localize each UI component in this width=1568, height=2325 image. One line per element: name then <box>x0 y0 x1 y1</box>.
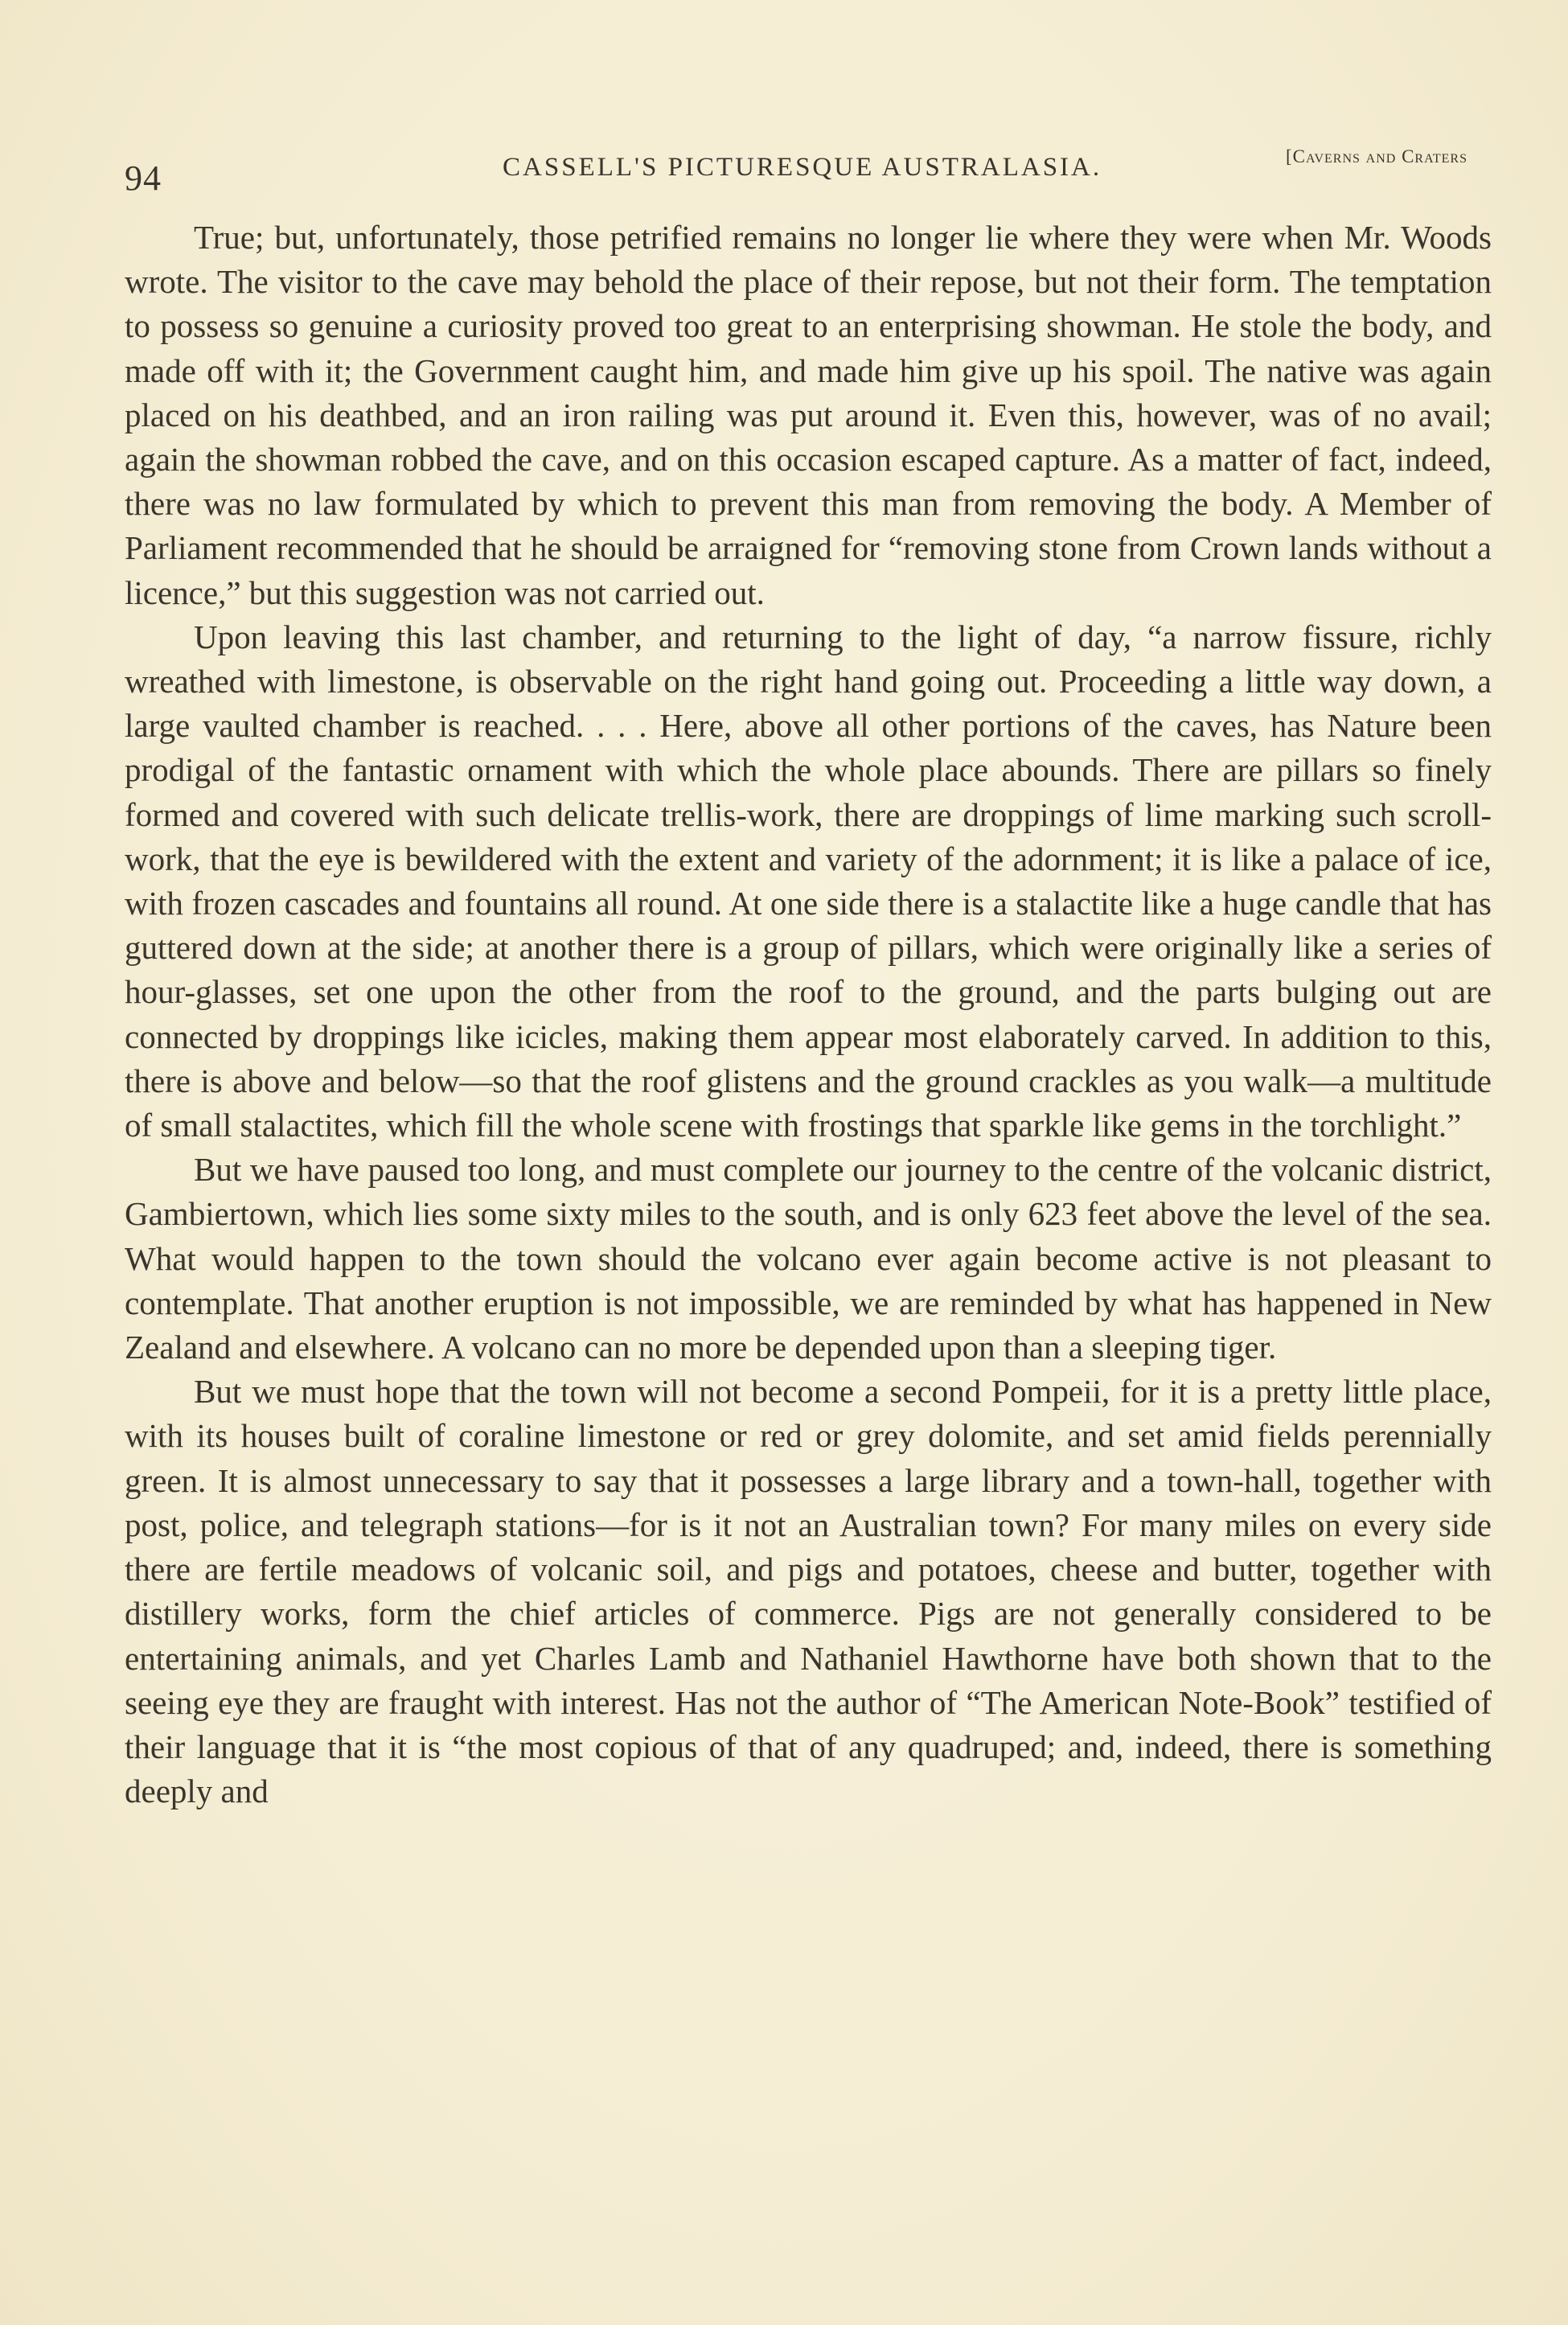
running-head <box>125 143 1467 198</box>
paragraph: But we must hope that the town will not become a second Pompeii, for it is a pretty little place, with its houses built of coraline limestone or red or grey dolomite, and set amid fields perennially green. It is almost unnecessary to say that it possesses a large library and a town-hall, together with post, police, and telegraph stations—for is it not an Australian town? For many miles on every side there are fertile meadows of volcanic soil, and pigs and potatoes, cheese and butter, together with distillery works, form the chief articles of commerce. Pigs are not generally considered to be entertaining animals, and yet Charles Lamb and Nathaniel Hawthorne have both shown that to the seeing eye they are fraught with interest. Has not the author of “The American Note-Book” testified of their language that it is “the most copious of that of any quadruped; and, indeed, there is something deeply and <box>125 1373 1492 1810</box>
paragraph: But we have paused too long, and must complete our journey to the centre of the volcanic district, Gambiertown, which lies some sixty miles to the south, and is only 623 feet above the level of the sea. What would happen to the town should the volcano ever again become active is not pleasant to contemplate. That another eruption is not impossible, we are reminded by what has happened in New Zealand and elsewhere. A volcano can no more be depended upon than a sleeping tiger. <box>125 1151 1492 1366</box>
section-title: [Caverns and Craters <box>1285 146 1467 166</box>
book-title: CASSELL'S PICTURESQUE AUSTRALASIA. <box>503 153 1102 182</box>
body-text <box>125 216 1492 1814</box>
page-number: 94 <box>125 158 162 198</box>
paragraph: Upon leaving this last chamber, and returning to the light of day, “a narrow fissure, richly wreathed with limestone, is observable on the right hand going out. Proceeding a little way down, a large vaulted chamber is reached. . . . Here, above all other portions of the caves, has Nature been prodigal of the fantastic ornament with which the whole place abounds. There are pillars so finely formed and covered with such delicate trellis-work, there are droppings of lime marking such scroll-work, that the eye is bewildered with the extent and variety of the adornment; it is like a palace of ice, with frozen cascades and fountains all round. At one side there is a stalactite like a huge candle that has guttered down at the side; at another there is a group of pillars, which were originally like a series of hour-glasses, set one upon the other from the roof to the ground, and the parts bulging out are connected by droppings like icicles, making them appear most elaborately carved. In addition to this, there is above and below—so that the roof glistens and the ground crackles as you walk—a multitude of small stalactites, which fill the whole scene with frostings that sparkle like gems in the torchlight.” <box>125 618 1492 1144</box>
paragraph: True; but, unfortunately, those petrified remains no longer lie where they were when Mr. Woods wrote. The visitor to the cave may behold the place of their repose, but not their form. The temptation to possess so genuine a curiosity proved too great to an enterprising showman. He stole the body, and made off with it; the Government caught him, and made him give up his spoil. The native was again placed on his deathbed, and an iron railing was put around it. Even this, however, was of no avail; again the showman robbed the cave, and on this occasion escaped capture. As a matter of fact, indeed, there was no law formulated by which to prevent this man from removing the body. A Member of Parliament recommended that he should be arraigned for “removing stone from Crown lands without a licence,” but this suggestion was not carried out. <box>125 219 1492 611</box>
